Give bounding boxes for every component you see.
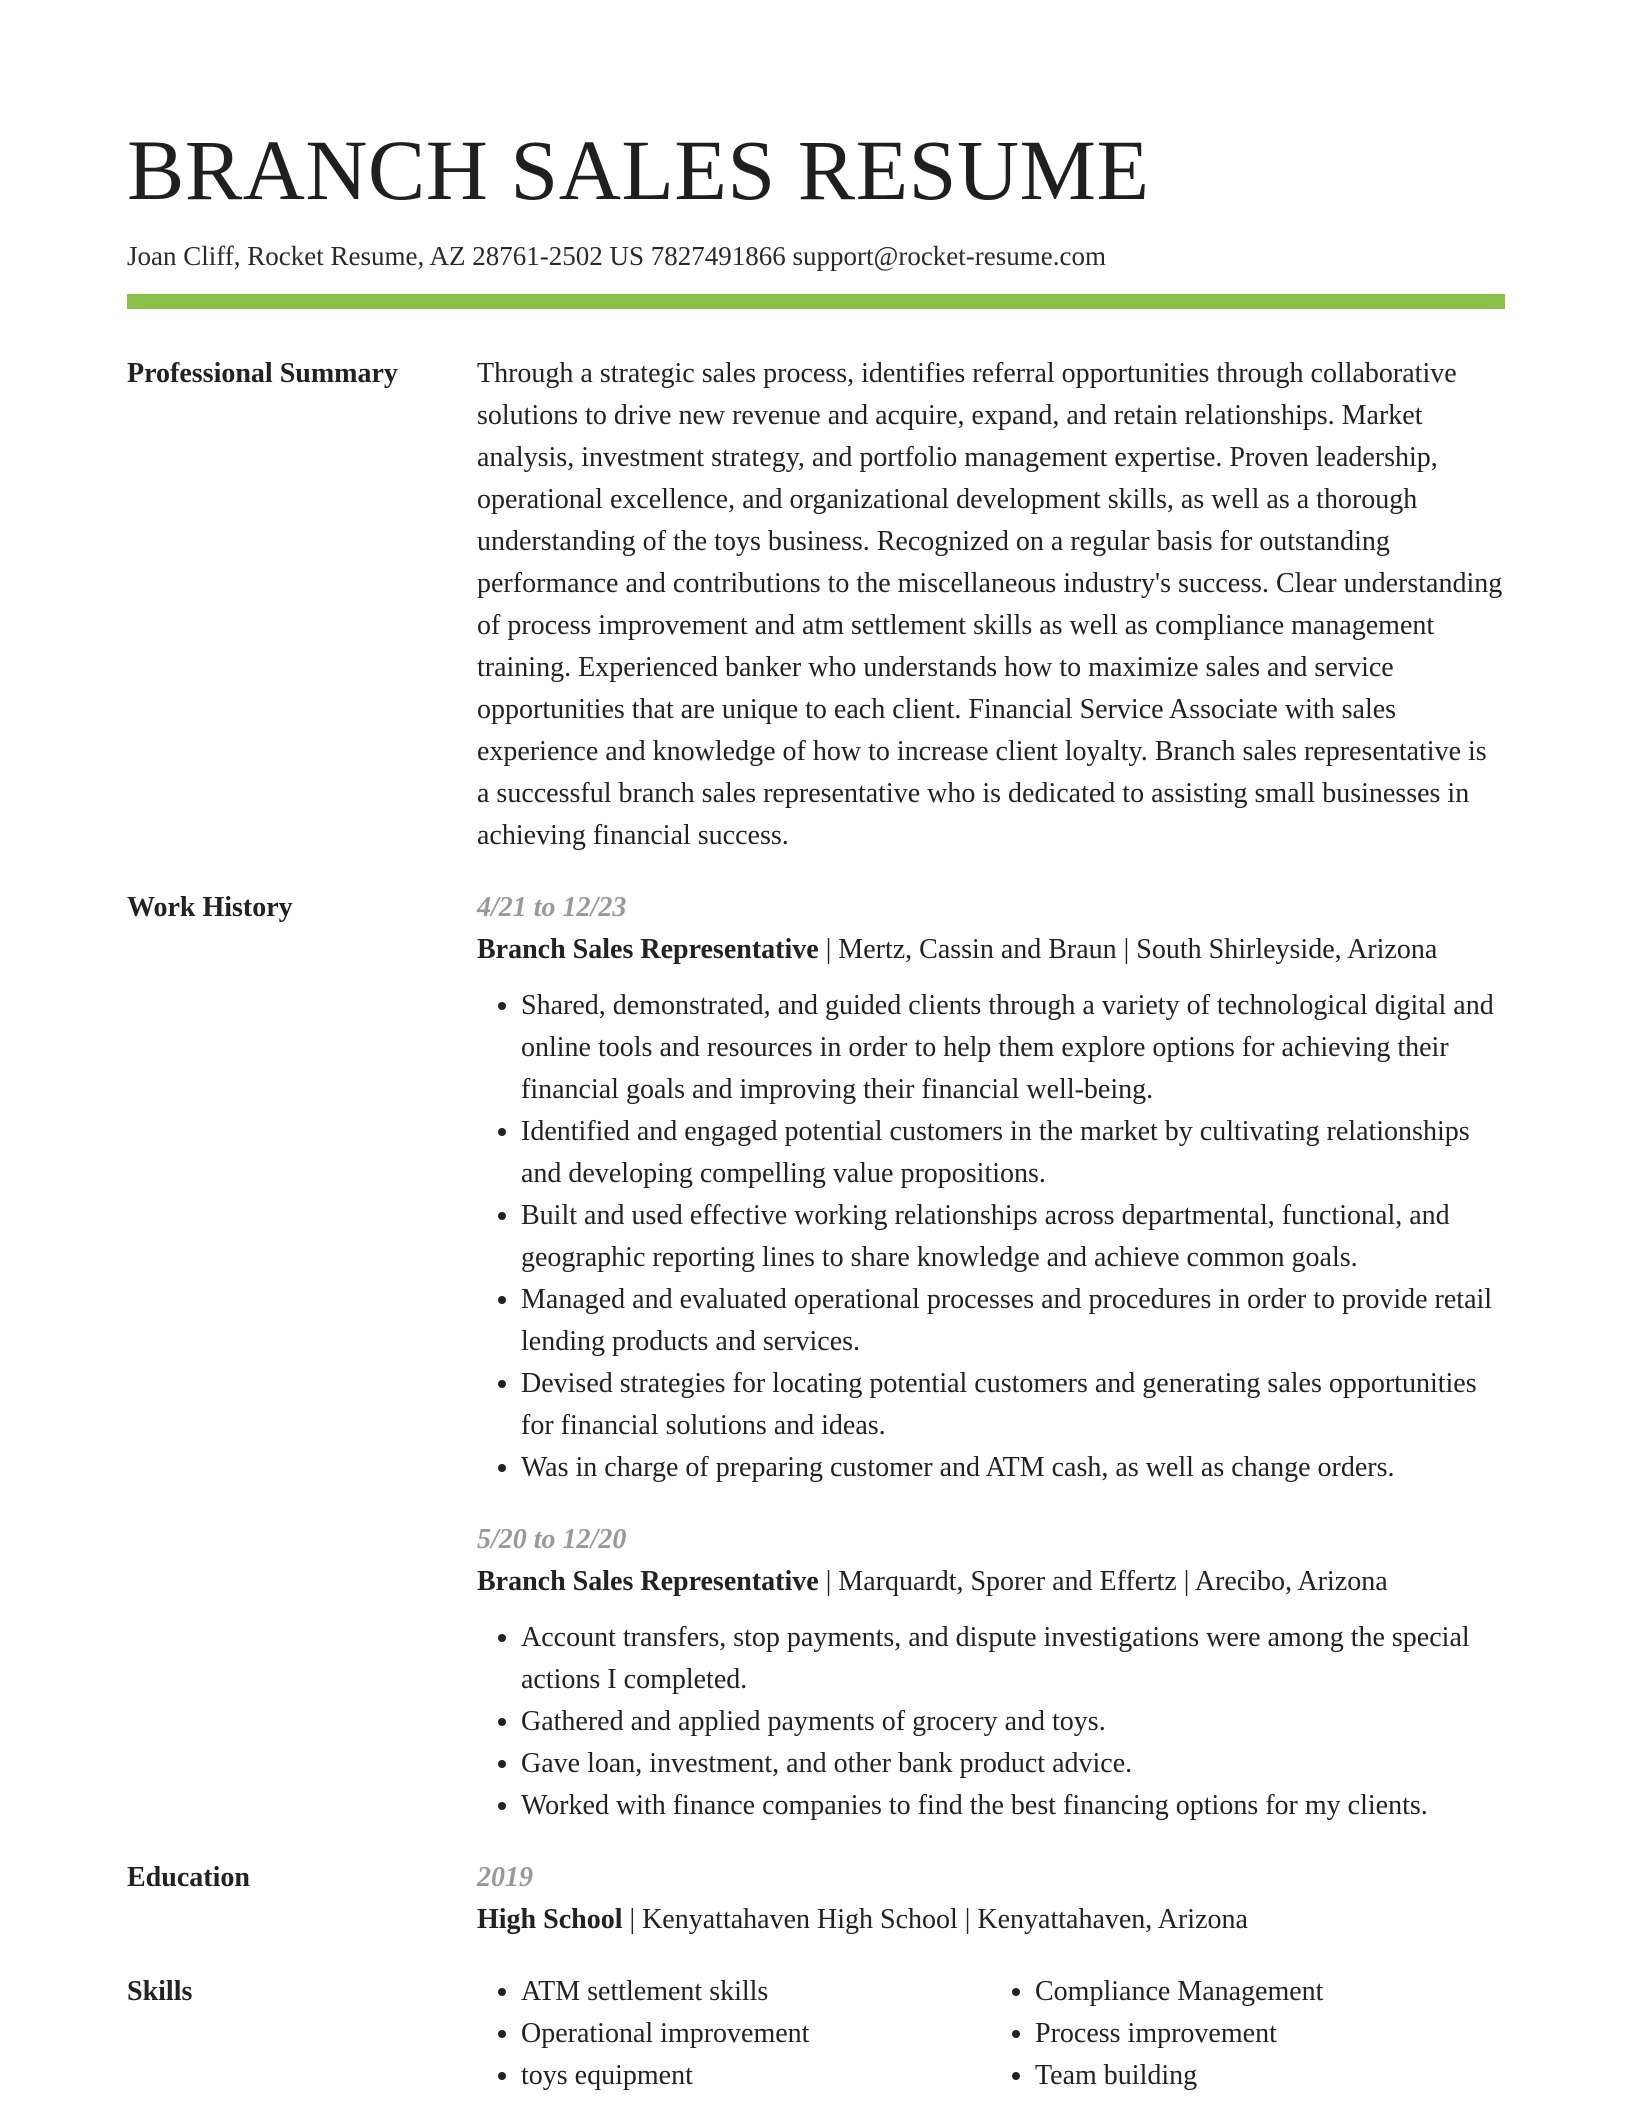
section-label-education: Education (127, 1862, 250, 1893)
section-label-work: Work History (127, 892, 293, 923)
job-bullet: • Devised strategies for locating potential customers and generating sales opportunities for financial solutions and ideas. (521, 1363, 1505, 1447)
resume-title: BRANCH SALES RESUME (127, 122, 1150, 218)
summary-text: Through a strategic sales process, identifies referral opportunities through collaborative solutions to drive new revenue and acquire, expand, and retain relationships. Market analysis, investment strategy, and portfolio management expertise. Proven leadership, operational excellence, and organizational development skills, as well as a thorough understanding of the toys business. Recognized on a regular basis for outstanding performance and contributions to the miscellaneous industry's success. Clear understanding of process improvement and atm settlement skills as well as compliance management training. Experienced banker who understands how to maximize sales and service opportunities that are unique to each client. Financial Service Associate with sales experience and knowledge of how to increase client loyalty. Branch sales representative is a successful branch sales representative who is dedicated to assisting small businesses in achieving financial success. (477, 358, 1503, 851)
section-work-history (127, 887, 1505, 1827)
job-bullets (477, 985, 1505, 1489)
job-bullets (477, 1617, 1505, 1827)
education-details: | Kenyattahaven High School | Kenyattahaven, Arizona (622, 1904, 1248, 1935)
education-degree: High School (477, 1904, 623, 1935)
education-heading (477, 1899, 1505, 1941)
job-bullet: • Worked with finance companies to find the best financing options for my clients. (521, 1785, 1505, 1827)
section-skills (127, 1971, 1505, 2097)
job-dates: 5/20 to 12/20 (477, 1524, 627, 1555)
job-heading (477, 929, 1505, 971)
skill-item: • Operational improvement (521, 2013, 991, 2055)
job-dates: 4/21 to 12/23 (477, 892, 627, 923)
skills-column-right (991, 1971, 1505, 2097)
job-bullet: • Gathered and applied payments of grocery and toys. (521, 1701, 1505, 1743)
section-label-summary: Professional Summary (127, 358, 398, 389)
skill-item: • Process improvement (1035, 2013, 1505, 2055)
job-details: | Marquardt, Sporer and Effertz | Arecibo, Arizona (818, 1566, 1388, 1597)
job-bullet: • Identified and engaged potential customers in the market by cultivating relationships and developing compelling value propositions. (521, 1111, 1505, 1195)
job-entry (477, 887, 1505, 1489)
skills-column-left (477, 1971, 991, 2097)
job-bullet: • Was in charge of preparing customer and ATM cash, as well as change orders. (521, 1447, 1505, 1489)
job-bullet: • Shared, demonstrated, and guided clients through a variety of technological digital and online tools and resources in order to help them explore options for achieving their financial goals and improving their financial well-being. (521, 985, 1505, 1111)
skill-item: • Compliance Management (1035, 1971, 1505, 2013)
job-entry (477, 1519, 1505, 1827)
education-year: 2019 (477, 1862, 533, 1893)
job-bullet: • Built and used effective working relationships across departmental, functional, and geographic reporting lines to share knowledge and achieve common goals. (521, 1195, 1505, 1279)
job-title: Branch Sales Representative (477, 1566, 819, 1597)
skill-item: • ATM settlement skills (521, 1971, 991, 2013)
section-professional-summary (127, 353, 1505, 857)
skill-item: • toys equipment (521, 2055, 991, 2097)
job-bullet: • Managed and evaluated operational processes and procedures in order to provide retail lending products and services. (521, 1279, 1505, 1363)
job-bullet: • Gave loan, investment, and other bank product advice. (521, 1743, 1505, 1785)
accent-divider (127, 294, 1505, 309)
job-title: Branch Sales Representative (477, 934, 819, 965)
job-bullet: • Account transfers, stop payments, and dispute investigations were among the special actions I completed. (521, 1617, 1505, 1701)
job-details: | Mertz, Cassin and Braun | South Shirleyside, Arizona (818, 934, 1438, 965)
job-heading (477, 1561, 1505, 1603)
skills-grid (477, 1971, 1505, 2097)
section-label-skills: Skills (127, 1976, 193, 2007)
skill-item: • Team building (1035, 2055, 1505, 2097)
contact-line: Joan Cliff, Rocket Resume, AZ 28761-2502 US 7827491866 support@rocket-resume.com (127, 241, 1106, 271)
section-education (127, 1857, 1505, 1941)
